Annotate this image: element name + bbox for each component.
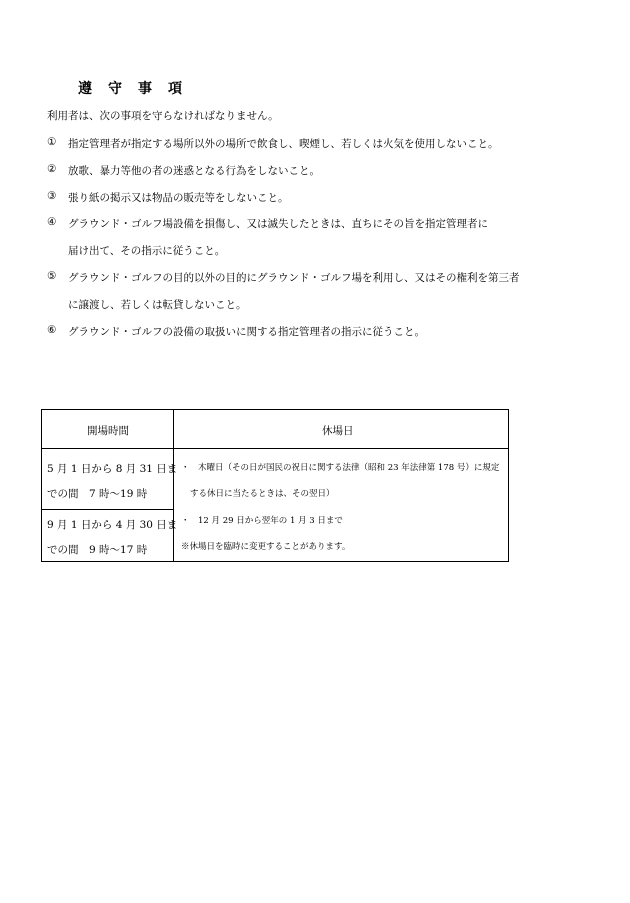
rule-text: 放歌、暴力等他の者の迷惑となる行為をしないこと。 (68, 165, 320, 177)
rule-number: ① (47, 136, 57, 148)
rule-number: ⑥ (47, 324, 57, 336)
intro-text: 利用者は、次の事項を守らなければなりません。 (47, 110, 279, 122)
table-divider-header (42, 448, 508, 449)
page-title: 遵守事項 (78, 81, 198, 97)
rule-number: ③ (47, 190, 57, 202)
table-divider-row (42, 509, 173, 510)
rule-number: ④ (47, 216, 57, 228)
hours-period-2-line2: での間 9 時～17 時 (47, 544, 148, 556)
hours-period-2-line1: 9 月 1 日から 4 月 30 日ま (47, 519, 178, 531)
table-divider-vertical (173, 410, 174, 561)
rule-text-continuation: に譲渡し、若しくは転貸しないこと。 (68, 299, 247, 311)
rule-number: ⑤ (47, 270, 57, 282)
rule-text-continuation: 届け出て、その指示に従うこと。 (68, 245, 226, 257)
header-closed-days: 休場日 (322, 425, 354, 437)
hours-period-1-line1: 5 月 1 日から 8 月 31 日ま (47, 463, 178, 475)
rule-text: グラウンド・ゴルフの目的以外の目的にグラウンド・ゴルフ場を利用し、又はその権利を第三者 (68, 272, 520, 284)
closed-day-line-2: する休日に当たるときは、その翌日） (190, 489, 335, 499)
closed-day-line-1: ・ 木曜日（その日が国民の祝日に関する法律（昭和 23 年法律第 178 号）に規定 (181, 463, 500, 473)
hours-table (41, 409, 509, 562)
rule-number: ② (47, 163, 57, 175)
hours-period-1-line2: での間 7 時～19 時 (47, 488, 148, 500)
rule-text: 張り紙の掲示又は物品の販売等をしないこと。 (68, 192, 289, 204)
closed-day-note: ※休場日を臨時に変更することがあります。 (181, 542, 351, 552)
rule-text: グラウンド・ゴルフ場設備を損傷し、又は滅失したときは、直ちにその旨を指定管理者に (68, 218, 488, 230)
rule-text: 指定管理者が指定する場所以外の場所で飲食し、喫煙し、若しくは火気を使用しないこと。 (68, 138, 499, 150)
rule-text: グラウンド・ゴルフの設備の取扱いに関する指定管理者の指示に従うこと。 (68, 326, 425, 338)
closed-day-line-3: ・ 12 月 29 日から翌年の 1 月 3 日まで (181, 516, 343, 526)
header-hours: 開場時間 (87, 425, 129, 437)
